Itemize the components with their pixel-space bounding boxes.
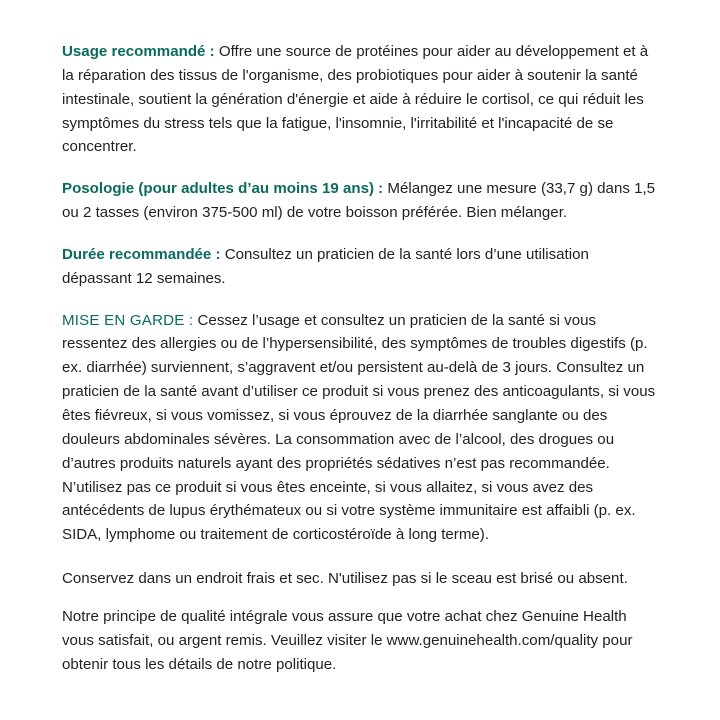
section-garantie-body: Notre principe de qualité intégrale vous assure que votre achat chez Genuine Health vous satisfait, ou argent remis. Veuillez visiter le www.genuinehealth.com/quality pour obtenir tous les détails de notre politique. — [62, 607, 633, 673]
section-duree-recommandee — [62, 243, 658, 291]
section-mise-en-garde — [62, 309, 658, 547]
section-duree-body: Consultez un praticien de la santé lors d’une utilisation dépassant 12 semaines. — [62, 245, 589, 287]
section-conservation — [62, 567, 658, 591]
section-usage-body: Offre une source de protéines pour aider au développement et à la réparation des tissus de l'organisme, des probiotiques pour aider à soutenir la santé intestinale, soutient la génération d'énergie et aide à réduire le cortisol, ce qui réduit les symptômes du stress tels que la fatigue, l'insomnie, l'irritabilité et l'incapacité de se concentrer. — [62, 43, 649, 156]
section-usage-recommande — [62, 40, 658, 159]
section-mise-en-garde-body: Cessez l’usage et consultez un praticien de la santé si vous ressentez des allergies ou de l’hypersensibilité, des symptômes de troubles digestifs (p. ex. diarrhée) surviennent, s’aggravent et/ou persistent au-delà de 3 jours. Consultez un praticien de la santé avant d’utiliser ce produit si vous prenez des anticoagulants, si vous êtes fiévreux, si vous vomissez, si vous éprouvez de la diarrhée sanglante ou des douleurs abdominales sévères. La consommation avec de l’alcool, des drogues ou d’autres produits naturels ayant des propriétés sédatives n’est pas recommandée. N’utilisez pas ce produit si vous êtes enceinte, si vous allaitez, si vous avez des antécédents de lupus érythémateux ou si votre système immunitaire est affaibli (p. ex. SIDA, lymphome ou traitement de corticostéroïde à long terme). — [62, 311, 656, 544]
section-posologie-heading: Posologie (pour adultes d’au moins 19 ans) : — [62, 180, 384, 198]
section-duree-heading: Durée recommandée : — [62, 245, 221, 263]
section-usage-heading: Usage recommandé : — [62, 43, 215, 60]
section-garantie-qualite — [62, 605, 658, 677]
section-mise-en-garde-heading: MISE EN GARDE : — [62, 311, 194, 329]
section-posologie — [62, 177, 658, 225]
section-conservation-body: Conservez dans un endroit frais et sec. N'utilisez pas si le sceau est brisé ou absent. — [62, 570, 628, 588]
section-posologie-body: Mélangez une mesure (33,7 g) dans 1,5 ou 2 tasses (environ 375-500 ml) de votre boisson préférée. Bien mélanger. — [62, 180, 656, 222]
